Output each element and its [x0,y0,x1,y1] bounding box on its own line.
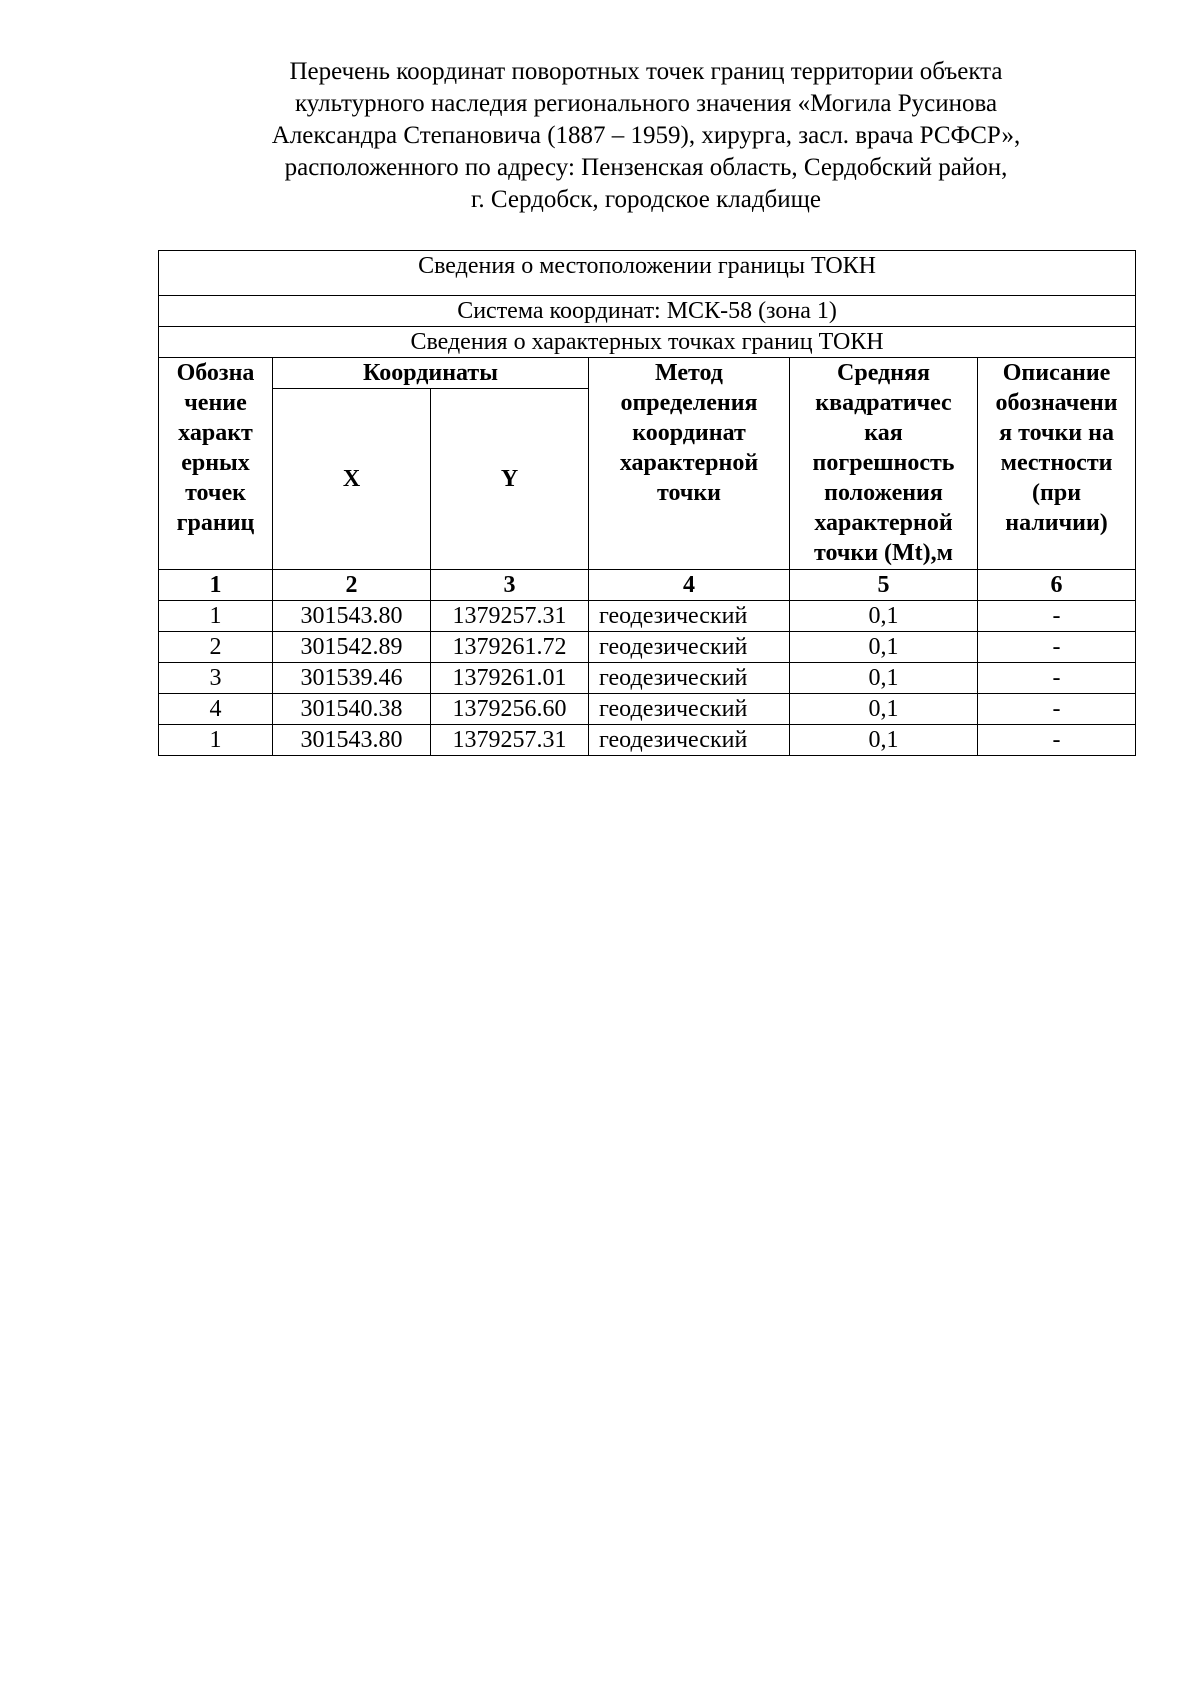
title-line: г. Сердобск, городское кладбище [471,186,821,213]
cell-x: 301540.38 [273,694,431,725]
table-row [159,725,1136,756]
header-designation-line: Обозна [176,360,255,386]
header-description-line: наличии) [1005,510,1108,536]
header-designation-line: чение [184,390,247,416]
header-error-line: погрешность [812,450,955,476]
coordinates-table [158,250,1136,756]
column-number: 5 [790,570,978,601]
column-number: 3 [431,570,589,601]
title-line: расположенного по адресу: Пензенская область, Сердобский район, [284,154,1008,181]
cell-description: - [978,694,1136,725]
cell-x: 301542.89 [273,632,431,663]
cell-x: 301543.80 [273,601,431,632]
header-description-line: местности [1000,450,1113,476]
header-x: X [273,389,431,570]
table-row [159,694,1136,725]
header-description-line: я точки на [999,420,1114,446]
header-designation-line: точек [185,480,246,506]
cell-error: 0,1 [790,663,978,694]
cell-point: 4 [159,694,273,725]
banner-location: Сведения о местоположении границы ТОКН [159,251,1136,296]
banner-crs-row [159,296,1136,327]
header-method-line: координат [632,420,746,446]
header-designation [159,358,273,570]
header-description-line: Описание [1002,360,1111,386]
cell-method: геодезический [589,694,790,725]
cell-x: 301539.46 [273,663,431,694]
cell-y: 1379261.01 [431,663,589,694]
table-row [159,663,1136,694]
cell-method: геодезический [589,632,790,663]
cell-error: 0,1 [790,632,978,663]
cell-error: 0,1 [790,601,978,632]
header-error-line: кая [864,420,903,446]
column-number: 1 [159,570,273,601]
banner-location-row [159,251,1136,296]
title-line: Перечень координат поворотных точек границ территории объекта [289,58,1003,85]
table-row [159,632,1136,663]
header-designation-line: границ [176,510,255,536]
cell-y: 1379257.31 [431,601,589,632]
header-method-line: определения [620,390,758,416]
banner-crs: Система координат: МСК-58 (зона 1) [159,296,1136,327]
cell-y: 1379261.72 [431,632,589,663]
header-method-line: точки [656,480,722,506]
cell-x: 301543.80 [273,725,431,756]
cell-error: 0,1 [790,694,978,725]
header-y: Y [431,389,589,570]
column-numbers-row [159,570,1136,601]
cell-method: геодезический [589,601,790,632]
cell-method: геодезический [589,663,790,694]
column-number: 4 [589,570,790,601]
cell-description: - [978,663,1136,694]
title-line: культурного наследия регионального значения «Могила Русинова [294,90,998,117]
header-error-line: квадратичес [815,390,952,416]
cell-point: 2 [159,632,273,663]
header-designation-line: ерных [181,450,250,476]
banner-points-row [159,327,1136,358]
cell-description: - [978,632,1136,663]
cell-description: - [978,725,1136,756]
table-row [159,601,1136,632]
cell-error: 0,1 [790,725,978,756]
cell-y: 1379257.31 [431,725,589,756]
header-error-line: положения [824,480,943,506]
header-designation-line: характ [178,420,253,446]
header-coordinates: Координаты [273,358,589,389]
header-error-line: точки (Mt),м [813,540,954,566]
header-method-line: характерной [619,450,759,476]
header-method [589,358,790,570]
document-title [150,56,1142,216]
header-description-line: обозначени [995,390,1118,416]
header-description-line: (при [1032,480,1082,506]
cell-point: 1 [159,601,273,632]
column-number: 2 [273,570,431,601]
cell-description: - [978,601,1136,632]
header-method-line: Метод [655,360,723,386]
header-description [978,358,1136,570]
cell-point: 1 [159,725,273,756]
cell-point: 3 [159,663,273,694]
banner-points: Сведения о характерных точках границ ТОКН [159,327,1136,358]
header-row [159,358,1136,389]
header-error-line: характерной [814,510,953,536]
title-line: Александра Степановича (1887 – 1959), хирурга, засл. врача РСФСР», [271,122,1021,149]
cell-y: 1379256.60 [431,694,589,725]
column-number: 6 [978,570,1136,601]
cell-method: геодезический [589,725,790,756]
header-error [790,358,978,570]
header-error-line: Средняя [837,360,930,386]
